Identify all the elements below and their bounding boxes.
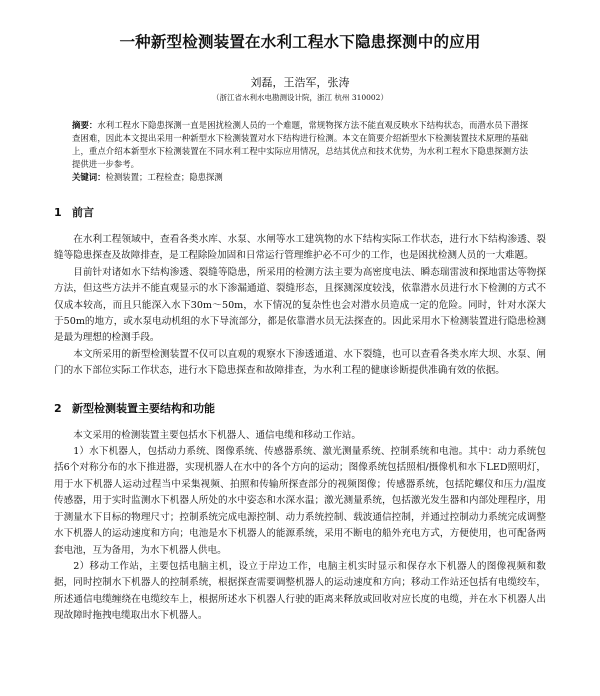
abstract	[72, 119, 528, 171]
abstract-label: 摘要：	[72, 120, 98, 130]
section-heading	[54, 204, 546, 220]
abstract-text: 水利工程水下隐患探测一直是困扰检测人员的一个难题，常规物探方法不能直观反映水下结构状态，而潜水员下潜探查困难，因此本文提出采用一种新型水下检测装置对水下结构进行检测。本文在简要介绍新型水下检测装置技术原理的基础上，重点介绍本新型水下检测装置在不同水利工程中实际应用情况，总结其优点和技术优势，为水利工程水下隐患探测方法提供进一步参考。	[72, 120, 529, 169]
paragraph: 本文采用的检测装置主要包括水下机器人、通信电缆和移动工作站。	[73, 429, 361, 441]
section-title: 新型检测装置主要结构和功能	[72, 401, 215, 415]
author-list: 刘磊，王浩军，张涛	[250, 76, 350, 89]
paragraph: 目前针对诸如水下结构渗透、裂缝等隐患，所采用的检测方法主要为高密度电法、瞬态瑞雷波和探地雷达等物探方法，但这些方法并不能直观显示的水下渗漏通道、裂缝形态，且探测深度较浅，依靠潜水员进行水下检测的方式不仅成本较高，而且只能深入水下30m～50m，水下情况的复杂性也会对潜水员造成一定的危险。同时，针对水深大于50m的地方，或水泵电动机组的水下导流部分，都是依靠潜水员无法探查的。因此采用水下检测装置进行隐患检测是最为理想的检测手段。	[54, 266, 546, 344]
keywords-label: 关键词：	[72, 172, 106, 182]
section-title: 前言	[72, 206, 94, 219]
section-number: 2	[54, 401, 62, 415]
paragraph: 在水利工程领域中，查看各类水库、水泵、水闸等水工建筑物的水下结构实际工作状态，进行水下结构渗透、裂缝等隐患探查及故障排查，是工程除险加固和日常运行管理维护必不可少的工作，也是困扰检测人员的一大难题。	[54, 234, 546, 262]
paragraph: 本文所采用的新型检测装置不仅可以直观的观察水下渗透通道、水下裂缝，也可以查看各类水库大坝、水泵、闸门的水下部位实际工作状态，进行水下隐患探查和故障排查，为水利工程的健康诊断提供准确有效的依据。	[54, 348, 546, 377]
author-affiliation: （浙江省水利水电勘测设计院，浙江 杭州 310002）	[212, 93, 388, 102]
paper-title: 一种新型检测装置在水利工程水下隐患探测中的应用	[119, 33, 481, 51]
section-number: 1	[54, 206, 62, 219]
section-heading	[54, 400, 546, 416]
keywords-text: 检测装置；工程检查；隐患探测	[105, 172, 223, 182]
keywords	[72, 171, 528, 184]
section-2	[54, 400, 546, 625]
paragraph: 2）移动工作站，主要包括电脑主机，设立于岸边工作，电脑主机实时显示和保存水下机器人的图像视频和数据，同时控制水下机器人的控制系统，根据探查需要调整机器人的运动速度和方向；移动工作站还包括有电缆绞车，所述通信电缆缠绕在电缆绞车上，根据所述水下机器人行驶的距离来释放或回收对应长度的电缆，并在水下机器人出现故障时拖拽电缆取出水下机器人。	[54, 560, 546, 622]
paragraph: 1）水下机器人，包括动力系统、图像系统、传感器系统、激光测量系统、控制系统和电池。其中：动力系统包括6个对称分布的水下推进器，实现机器人在水中的各个方向的运动；图像系统包括照相/摄像机和水下LED照明灯，用于水下机器人运动过程当中采集视频、拍照和传输所探查部分的视频图像；传感器系统，包括陀螺仪和压力/温度传感器，用于实时监测水下机器人所处的水中姿态和水深水温；激光测量系统，包括激光发生器和内部处理程序，用于测量水下目标的物理尺寸；控制系统完成电源控制、动力系统控制、载波通信控制，并通过控制动力系统完成调整水下机器人的运动速度和方向；电池是水下机器人的能源系统，采用不断电的船外充电方式，方便使用，也可配备两套电池，互为备用，为水下机器人供电。	[54, 446, 546, 556]
section-1	[54, 204, 546, 380]
